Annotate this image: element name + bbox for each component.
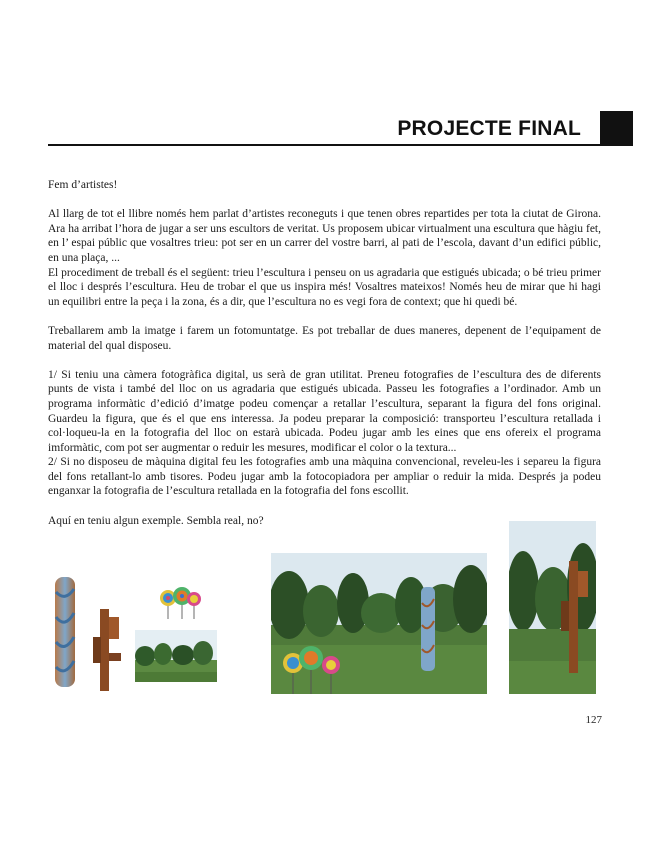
header-rule bbox=[48, 144, 633, 146]
intro-paragraph: Fem d’artistes! bbox=[48, 179, 118, 191]
page-number: 127 bbox=[585, 714, 602, 726]
image-park-background-small bbox=[135, 630, 217, 682]
page-title: PROJECTE FINAL bbox=[397, 117, 581, 140]
image-blue-column-sculpture bbox=[52, 577, 78, 687]
header-black-square bbox=[600, 111, 633, 144]
image-pinwheel-sculpture-cutout bbox=[156, 585, 204, 619]
image-rust-sculpture-photomontage bbox=[509, 521, 596, 694]
paragraph-1: Al llarg de tot el llibre només hem parlat d’artistes reconeguts i que tenen obres repartides per tota la ciutat de Girona. Ara ha arribat l’hora de jugar a ser uns escultors de veritat. Us proposem ubicar virtualment una escultura que hàgiu fet, en l’ espai públic que vosaltres trieu: pot ser en un carrer del vostre barri, al pati de l’escola, davant d’un edifici públic, en una plaça, ... bbox=[48, 208, 601, 264]
paragraph-6: Aquí en teniu algun exemple. Sembla real, no? bbox=[48, 514, 264, 527]
image-park-photomontage-large bbox=[271, 553, 487, 694]
body-text bbox=[48, 178, 601, 528]
paragraph-4: 1/ Si teniu una càmera fotogràfica digital, us serà de gran utilitat. Preneu fotografies de l’escultura des de diferents punts de vista i també del lloc on us agradaria que estigués ubicada. Passeu les fotografies a l’ordinador. Amb un programa informàtic d’edició d’imatge podeu començar a retallar l’escultura, separant la figura del fons original. Guardeu la figura, que és el que ens interessa. Ja podeu preparar la composició: transporteu l’escultura retallada i col·loqueu-la en la fotografia del lloc on estarà ubicada. Podeu jugar amb les eines que ens ofereix el programa imformàtic, com pot ser augmentar o reduir les mesures, modificar el color o la textura... bbox=[48, 368, 601, 454]
image-rust-sculpture-cutout bbox=[90, 609, 124, 691]
paragraph-3: Treballarem amb la imatge i farem un fotomuntatge. Es pot treballar de dues maneres, depenent de l’equipament de material del qual disposeu. bbox=[48, 324, 601, 352]
section-header bbox=[48, 111, 633, 145]
paragraph-2: El procediment de treball és el següent: trieu l’escultura i penseu on us agradaria que estigués ubicada; o bé trieu primer el lloc i després l’escultura. Heu de trobar el que us inspira més! Vosaltres mateixos! Només heu de mirar que hi hagi un equilibri entre la peça i la zona, és a dir, que l’escultura no es vegi fora de context; que hi quedi bé. bbox=[48, 266, 601, 308]
paragraph-5: 2/ Si no disposeu de màquina digital feu les fotografies amb una màquina convencional, reveleu-les i separeu la figura del fons retallant-lo amb tisores. Podeu jugar amb la fotocopiadora per ampliar o reduir la mida. Després ja podeu enganxar la fotografia de l’escultura retallada en la fotografia del fons escollit. bbox=[48, 456, 601, 498]
